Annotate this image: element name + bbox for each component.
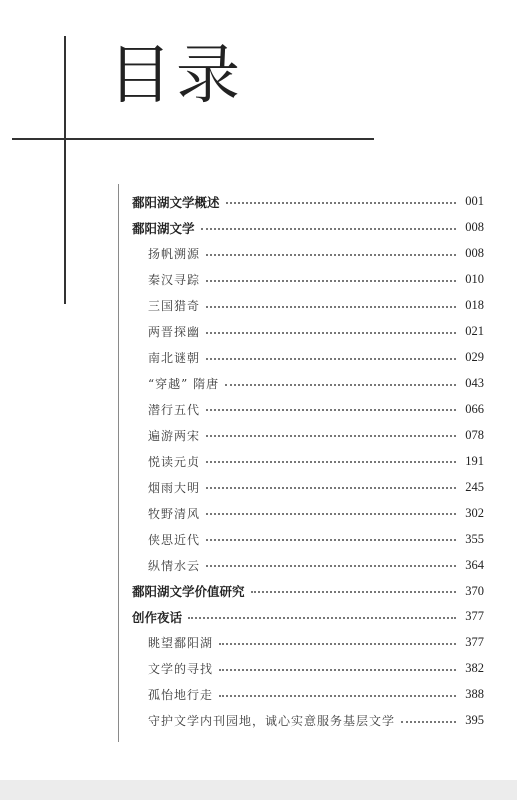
toc-dot-leader: [206, 487, 456, 489]
toc-dot-leader: [206, 306, 456, 308]
toc-entry-label: 鄱阳湖文学概述: [132, 194, 220, 210]
toc-entry-label: 守护文学内刊园地，诚心实意服务基层文学: [148, 714, 396, 729]
toc-entry-page: 018: [465, 298, 484, 313]
toc-entry-page: 364: [465, 557, 484, 572]
toc-entry-page: 377: [465, 635, 484, 650]
bottom-strip: [0, 780, 517, 800]
toc-entry-label: “穿越” 隋唐: [148, 377, 220, 392]
toc-entry-label: 文学的寻找: [148, 662, 214, 677]
toc-dot-leader: [206, 254, 456, 256]
toc-entry[interactable]: [132, 397, 484, 423]
toc-entry-page: 008: [465, 220, 484, 235]
toc-entry-label: 潜行五代: [148, 402, 201, 417]
toc-entry-label: 鄱阳湖文学价值研究: [132, 584, 245, 600]
toc-entry[interactable]: [132, 319, 484, 345]
toc-dot-leader: [201, 228, 456, 230]
toc-dot-leader: [206, 435, 456, 437]
toc-entry-page: 191: [465, 453, 484, 468]
toc-entry-label: 鄱阳湖文学: [132, 220, 195, 236]
table-of-contents: [132, 189, 484, 734]
toc-entry[interactable]: [132, 448, 484, 474]
toc-entry[interactable]: [132, 708, 484, 734]
toc-entry-page: 078: [465, 427, 484, 442]
toc-entry-label: 两晋探幽: [148, 325, 201, 340]
toc-entry[interactable]: [132, 241, 484, 267]
toc-entry-label: 牧野清风: [148, 506, 201, 521]
horizontal-crosshair-line: [12, 138, 374, 140]
toc-entry-label: 眺望鄱阳湖: [148, 636, 214, 651]
toc-entry-page: 008: [465, 246, 484, 261]
toc-dot-leader: [206, 280, 456, 282]
toc-entry[interactable]: [132, 630, 484, 656]
toc-entry-label: 创作夜话: [132, 609, 183, 625]
toc-entry[interactable]: [132, 345, 484, 371]
toc-dot-leader: [219, 643, 456, 645]
toc-entry-label: 秦汉寻踪: [148, 273, 201, 288]
toc-entry[interactable]: [132, 293, 484, 319]
toc-dot-leader: [206, 332, 456, 334]
toc-entry-page: 388: [465, 687, 484, 702]
toc-entry-page: 355: [465, 531, 484, 546]
toc-entry[interactable]: [132, 604, 484, 630]
toc-entry[interactable]: [132, 526, 484, 552]
toc-dot-leader: [188, 617, 456, 619]
toc-entry[interactable]: [132, 682, 484, 708]
toc-entry-page: 377: [465, 609, 484, 624]
toc-dot-leader: [251, 591, 456, 593]
toc-entry-page: 302: [465, 505, 484, 520]
toc-entry-page: 370: [465, 583, 484, 598]
toc-dot-leader: [401, 721, 456, 723]
toc-vertical-rule: [118, 184, 119, 742]
toc-entry-label: 悦读元贞: [148, 454, 201, 469]
toc-entry[interactable]: [132, 578, 484, 604]
toc-entry[interactable]: [132, 189, 484, 215]
toc-dot-leader: [206, 461, 456, 463]
toc-entry[interactable]: [132, 371, 484, 397]
toc-entry-label: 南北谜朝: [148, 351, 201, 366]
toc-entry-page: 001: [465, 194, 484, 209]
toc-entry-page: 043: [465, 376, 484, 391]
toc-dot-leader: [226, 202, 456, 204]
toc-entry[interactable]: [132, 474, 484, 500]
toc-entry-page: 021: [465, 324, 484, 339]
toc-entry[interactable]: [132, 500, 484, 526]
toc-entry-page: 395: [465, 713, 484, 728]
toc-dot-leader: [206, 513, 456, 515]
toc-entry[interactable]: [132, 267, 484, 293]
toc-entry-label: 遍游两宋: [148, 428, 201, 443]
toc-dot-leader: [219, 695, 456, 697]
toc-dot-leader: [206, 565, 456, 567]
toc-entry-label: 侠思近代: [148, 532, 201, 547]
toc-entry-label: 扬帆溯源: [148, 247, 201, 262]
toc-entry[interactable]: [132, 552, 484, 578]
toc-dot-leader: [206, 358, 456, 360]
toc-entry[interactable]: [132, 656, 484, 682]
toc-entry[interactable]: [132, 215, 484, 241]
toc-dot-leader: [206, 539, 456, 541]
toc-entry-label: 纵情水云: [148, 558, 201, 573]
toc-entry-label: 孤怡地行走: [148, 688, 214, 703]
toc-entry-page: 010: [465, 272, 484, 287]
toc-dot-leader: [225, 384, 456, 386]
toc-dot-leader: [206, 409, 456, 411]
toc-entry-label: 三国猎奇: [148, 299, 201, 314]
page-title: 目录: [108, 39, 244, 113]
vertical-crosshair-line: [64, 36, 66, 304]
toc-entry-page: 245: [465, 479, 484, 494]
toc-entry-page: 029: [465, 350, 484, 365]
toc-entry[interactable]: [132, 422, 484, 448]
toc-entry-page: 382: [465, 661, 484, 676]
toc-entry-page: 066: [465, 401, 484, 416]
toc-entry-label: 烟雨大明: [148, 480, 201, 495]
toc-dot-leader: [219, 669, 456, 671]
